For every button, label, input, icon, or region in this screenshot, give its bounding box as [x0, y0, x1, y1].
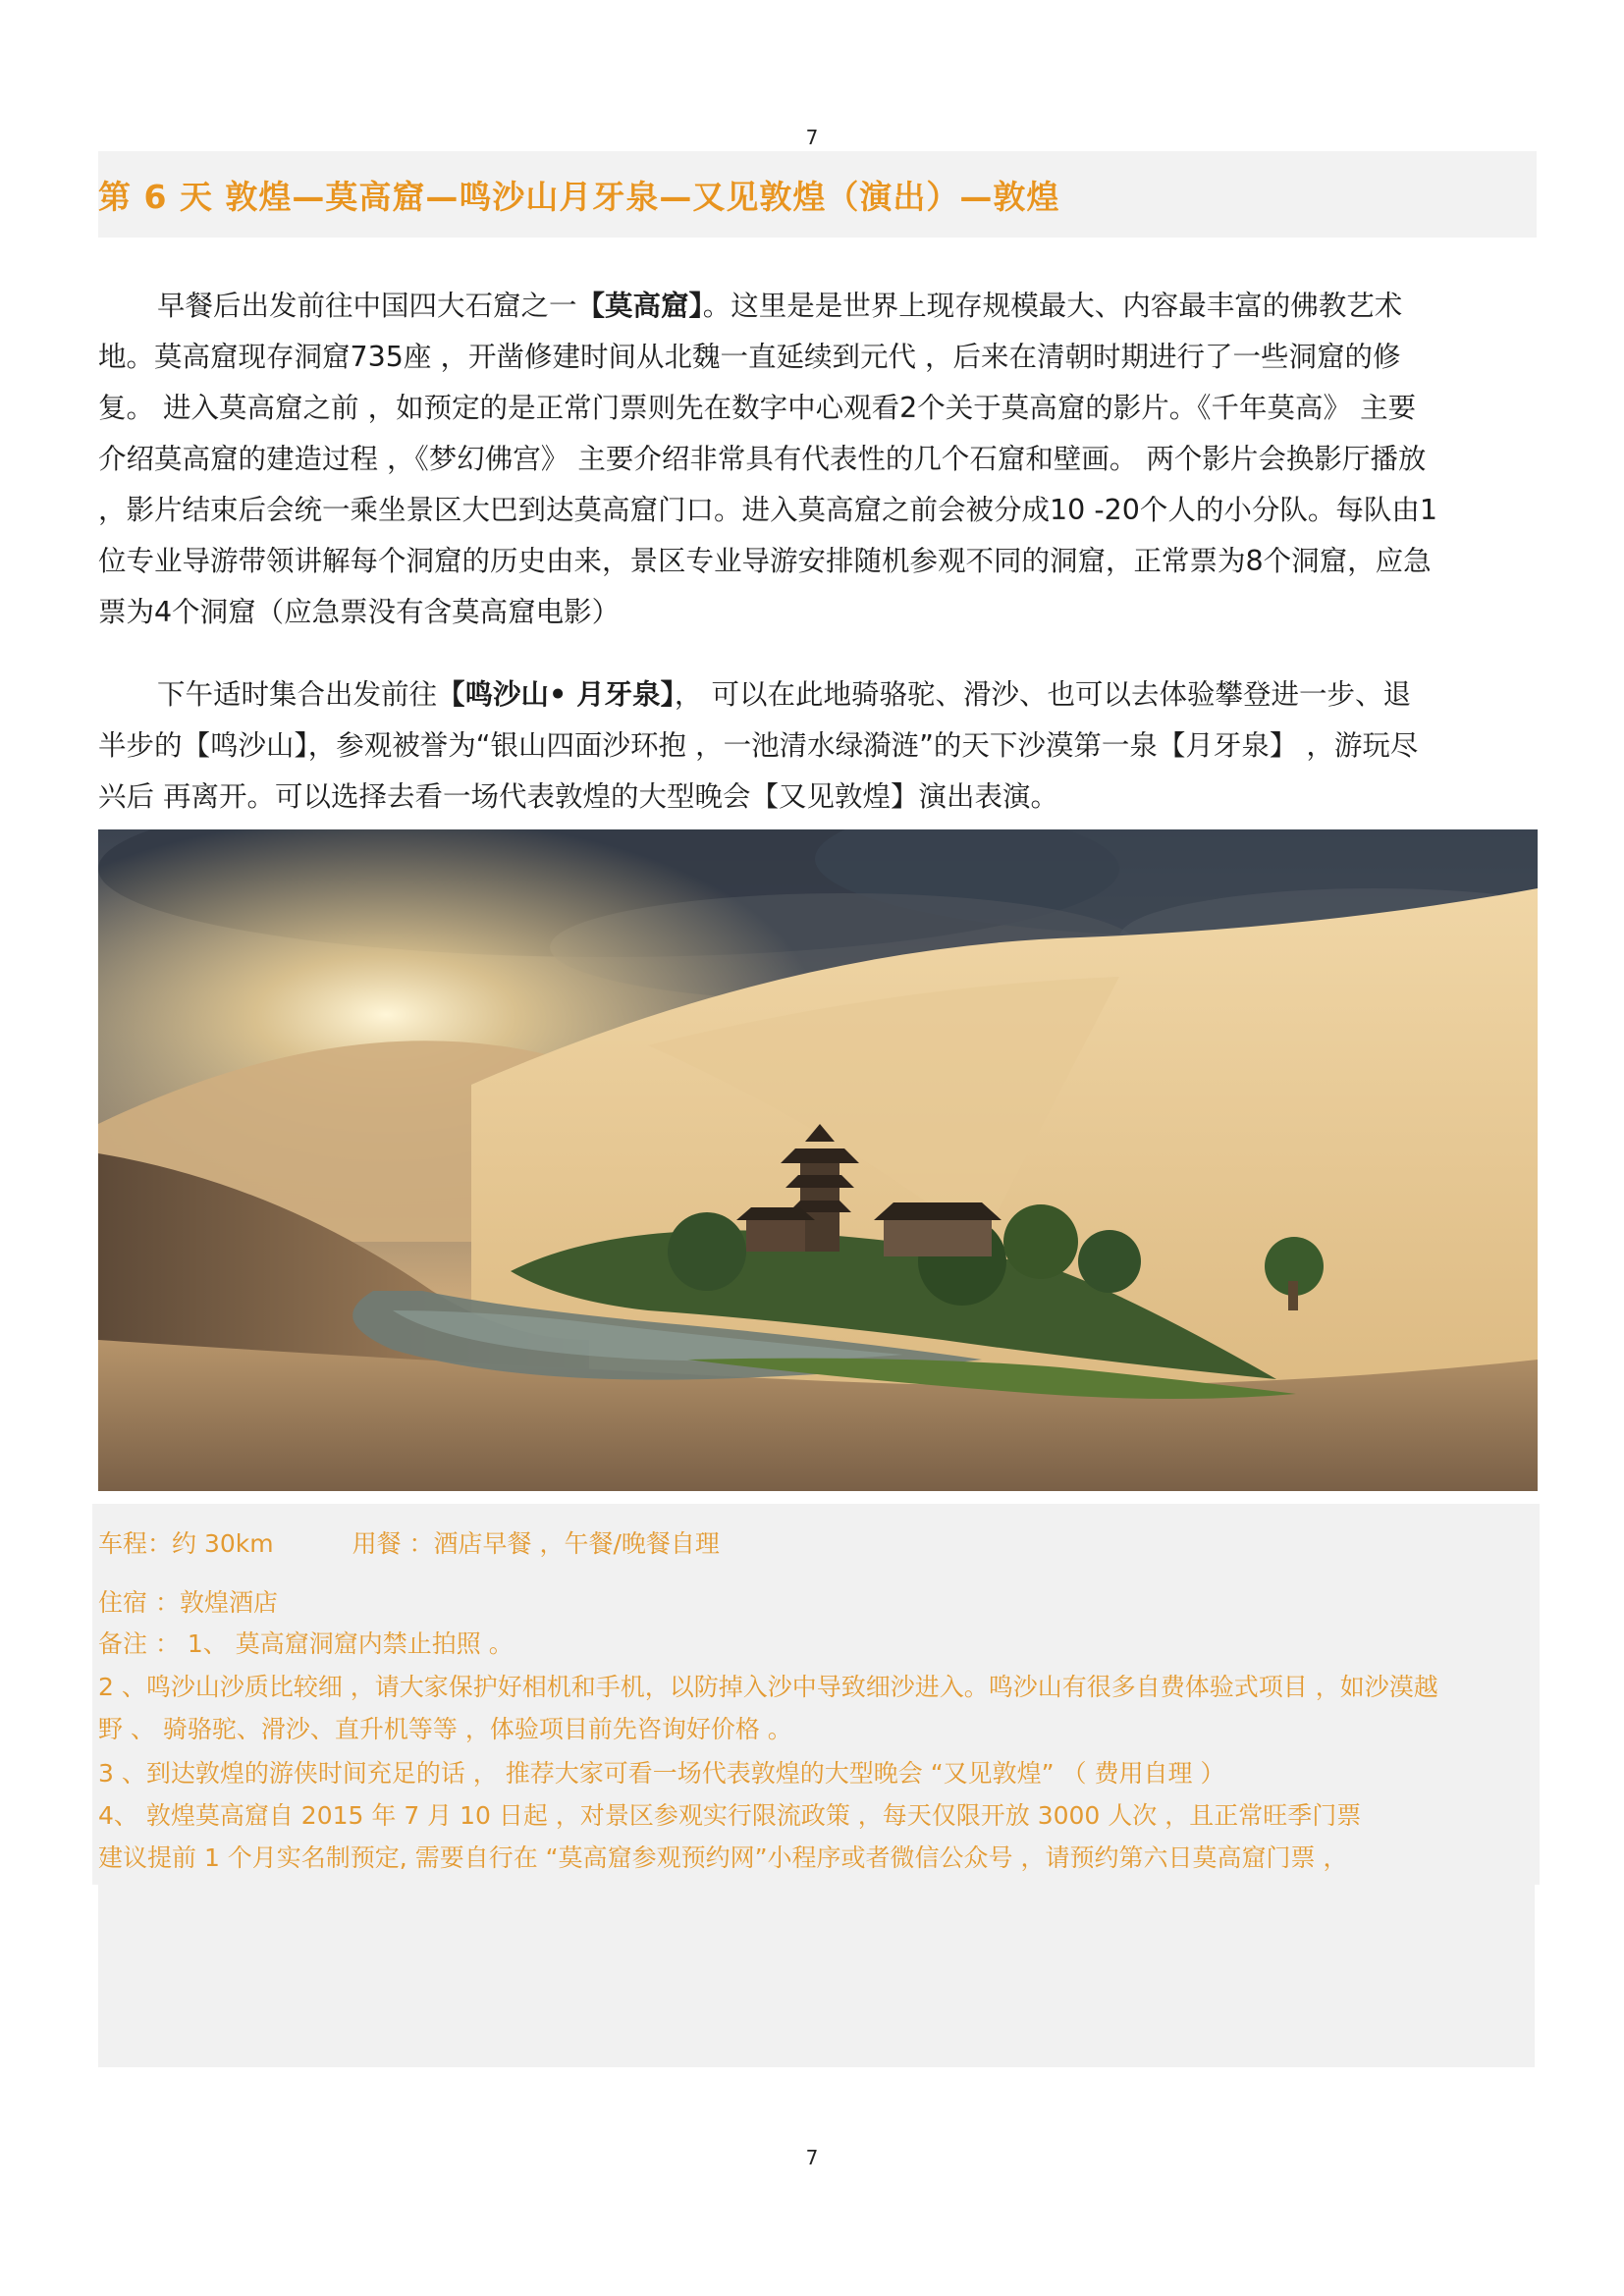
p2-text-start: 下午适时集合出发前往: [157, 678, 438, 711]
info-box-extension: [98, 1885, 1535, 2067]
p2-text-rest: ， 可以在此地骑骆驼、滑沙、也可以去体验攀登进一步、退半步的【鸣沙山】，参观被誉为“银山四面沙环抱 ，一池清水绿漪涟”的天下沙漠第一泉【月牙泉】 ，游玩尽兴后 再离开。可以选择去看一场代表敦煌的大型晚会【又见敦煌】演出表演。: [98, 678, 1419, 813]
transport-meals-line: [98, 1523, 1537, 1565]
p1-text-start: 早餐后出发前往中国四大石窟之一: [157, 290, 577, 322]
page-number-top: 7: [805, 126, 819, 149]
meals-info: 用餐 ：酒店早餐 ，午餐/晚餐自理: [352, 1529, 720, 1558]
p1-text-rest: 。这里是是世界上现存规模最大、内容最丰富的佛教艺术地。莫高窟现存洞窟735座 ，开凿修建时间从北魏一直延续到元代 ，后来在清朝时期进行了一些洞窟的修复。 进入莫高窟之前 ，如预定的是正常门票则先在数字中心观看2个关于莫高窟的影片。《千年莫高》 主要介绍莫高窟的建造过程 ，《梦幻佛宫》 主要介绍非常具有代表性的几个石窟和壁画。 两个影片会换影厅播放 ，影片结束后会统一乘坐景区大巴到达莫高窟门口。进入莫高窟之前会被分成10 -20个人的小分队。每队由1位专业导游带领讲解每个洞窟的历史由来，景区专业导游安排随机参观不同的洞窟，正常票为8个洞窟，应急票为4个洞窟（应急票没有含莫高窟电影）: [98, 290, 1438, 628]
transport-distance: 车程：约 30km: [98, 1529, 274, 1558]
crescent-lake-photo: [98, 829, 1538, 1491]
note-2-line-1: 2 、鸣沙山沙质比较细 ，请大家保护好相机和手机，以防掉入沙中导致细沙进入。鸣沙山有很多自费体验式项目 ，如沙漠越: [98, 1673, 1438, 1701]
note-2-line-2: 野 、 骑骆驼、滑沙、直升机等等 ，体验项目前先咨询好价格 。: [98, 1715, 792, 1743]
p1-highlight: 【莫高窟】: [576, 290, 703, 322]
paragraph-mogao: [98, 281, 1438, 638]
day-header: [98, 151, 1537, 238]
lodging-line: 住宿 ：敦煌酒店: [98, 1588, 278, 1617]
note-3: 3 、到达敦煌的游侠时间充足的话 ， 推荐大家可看一场代表敦煌的大型晚会 “又见敦煌” （ 费用自理 ）: [98, 1759, 1225, 1788]
note-1: 备注 ： 1、 莫高窟洞窟内禁止拍照 。: [98, 1629, 514, 1658]
page-number-bottom: 7: [805, 2146, 819, 2169]
p2-highlight: 【鸣沙山• 月牙泉】: [437, 678, 675, 711]
paragraph-mingsha: [98, 669, 1438, 823]
note-4-line-2: 建议提前 1 个月实名制预定, 需要自行在 “莫高窟参观预约网”小程序或者微信公众号 ，请预约第六日莫高窟门票 ，: [98, 1843, 1348, 1872]
note-4-line-1: 4、 敦煌莫高窟自 2015 年 7 月 10 日起 ，对景区参观实行限流政策 ，每天仅限开放 3000 人次 ，且正常旺季门票: [98, 1801, 1362, 1830]
day-title: 第 6 天 敦煌—莫高窟—鸣沙山月牙泉—又见敦煌（演出）—敦煌: [98, 177, 1060, 216]
